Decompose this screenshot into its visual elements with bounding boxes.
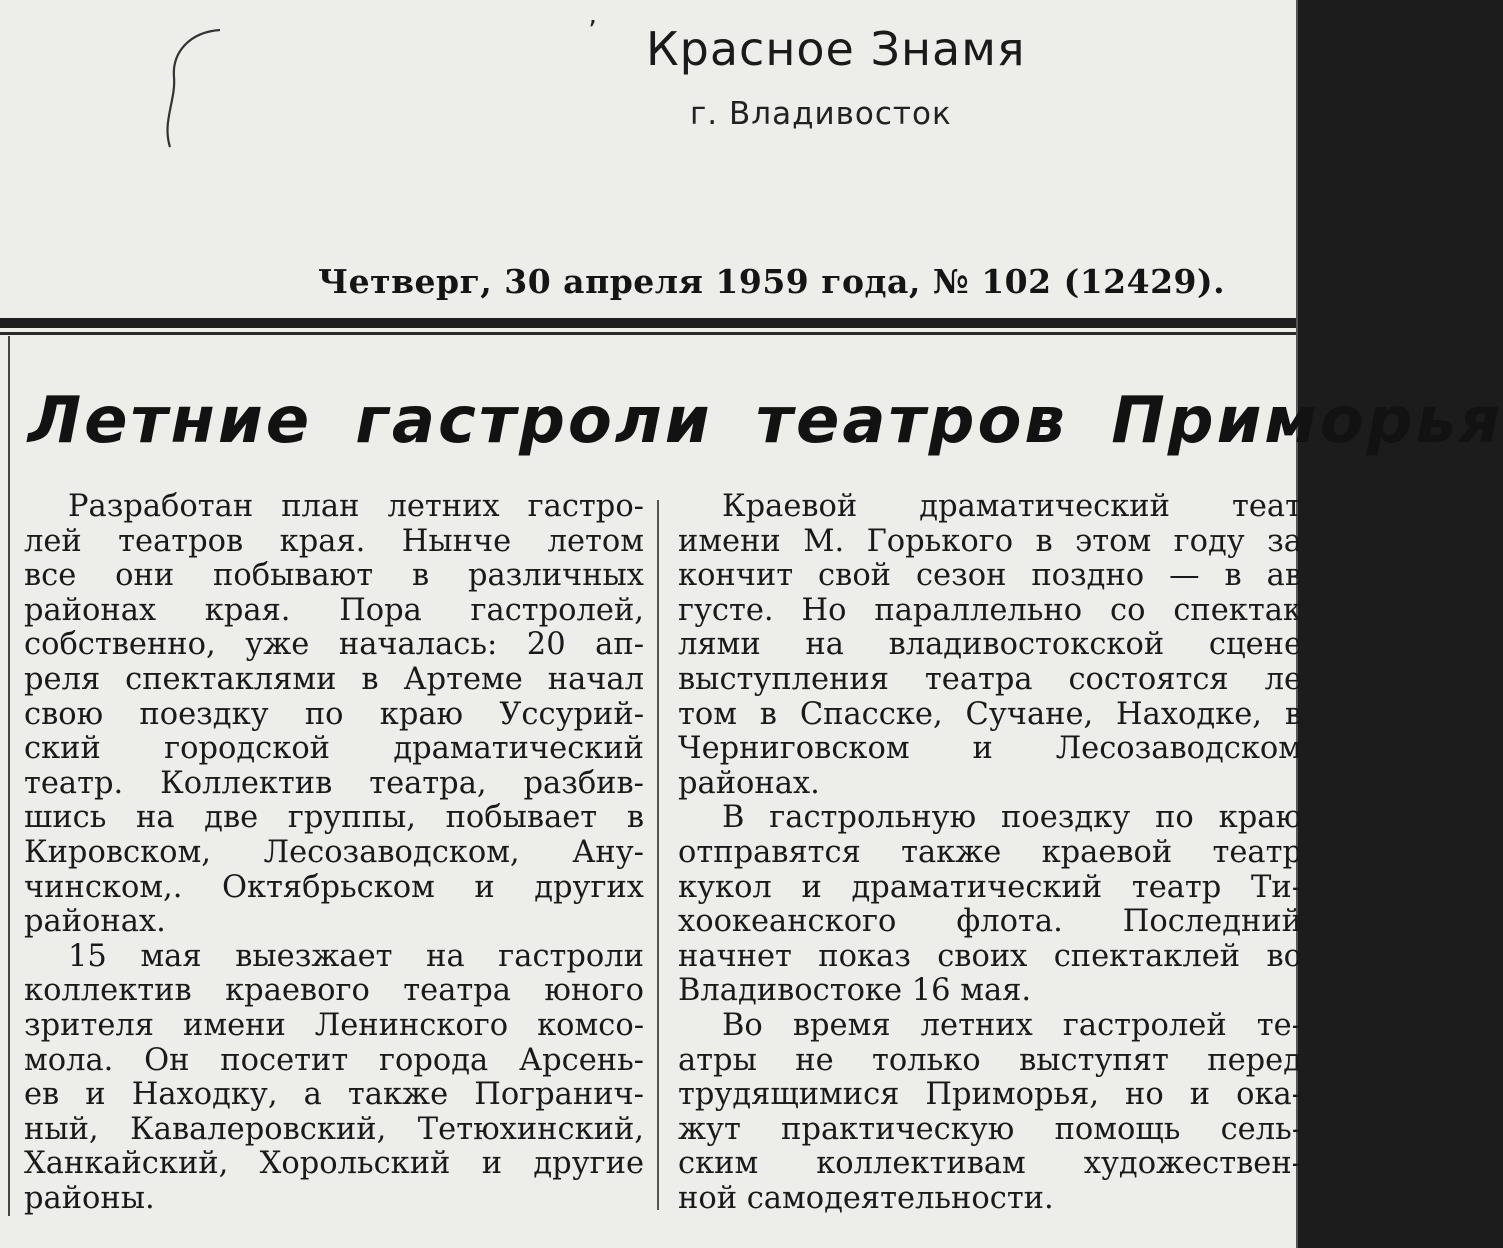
article-text-line: лей театров края. Нынче летом [24,523,644,559]
article-text-line: трудящимися Приморья, но и ока- [678,1077,1302,1113]
article-text-line: районы. [24,1180,155,1216]
article-text-line: зрителя имени Ленинского комсо- [24,1007,644,1043]
article-text-line: жут практическую помощь сель- [678,1111,1302,1147]
header-rule-thin [0,332,1296,335]
article-text-line: коллектив краевого театра юного [24,973,644,1009]
article-headline: Летние гастроли театров Приморья [28,384,1503,458]
article-text-line: чинском,. Октябрьском и других [24,869,644,905]
article-text-line: районах края. Пора гастролей, [24,592,644,628]
article-text-line: густе. Но параллельно со спектак [678,592,1302,628]
article-text-line: атры не только выступят перед [678,1042,1302,1078]
article-text-line: ским коллективам художествен- [678,1146,1302,1182]
handwritten-pen-mark [150,22,230,152]
article-text-line: В гастрольную поездку по краю [722,800,1302,836]
article-text-line: ский городской драматический [24,731,644,767]
article-text-line: районах. [678,765,820,801]
article-text-line: ной самодеятельности. [678,1180,1054,1216]
article-text-line: кукол и драматический театр Ти- [678,869,1302,905]
article-text-line: лями на владивостокской сцене [678,627,1302,663]
article-text-line: 15 мая выезжает на гастроли [68,938,644,974]
article-text-line: том в Спасске, Сучане, Находке, в [678,696,1302,732]
article-text-line: ев и Находку, а также Погранич- [24,1077,644,1113]
article-text-line: Кировском, Лесозаводском, Ану- [24,834,644,870]
left-border-rule [8,336,10,1216]
quote-mark: ’ [588,14,597,47]
article-text-line: Разработан план летних гастро- [68,489,644,524]
article-text-line: Краевой драматический теат [722,489,1302,524]
article-text-line: шись на две группы, побывает в [24,800,644,836]
article-column-right [678,490,1302,1216]
article-text-line: имени М. Горького в этом году за [678,523,1302,559]
issue-dateline: Четверг, 30 апреля 1959 года, № 102 (12429). [318,262,1226,301]
article-text-line: Ханкайский, Хорольский и другие [24,1146,644,1182]
article-text-line: Черниговском и Лесозаводском [678,731,1302,767]
article-text-line: мола. Он посетит города Арсень- [24,1042,644,1078]
newspaper-city: г. Владивосток [690,96,952,132]
article-text-line: начнет показ своих спектаклей во [678,938,1302,974]
header-rule-thick [0,318,1296,328]
article-text-line: все они побывают в различных [24,558,644,594]
article-text-line: районах. [24,904,166,940]
article-text-line: реля спектаклями в Артеме начал [24,661,644,697]
article-column-left [24,490,644,1216]
article-text-line: собственно, уже началась: 20 ап- [24,627,644,663]
column-divider [657,500,659,1210]
article-text-line: кончит свой сезон поздно — в ав [678,558,1302,594]
article-text-line: Владивостоке 16 мая. [678,973,1032,1009]
article-text-line: хоокеанского флота. Последний [678,904,1302,940]
article-text-line: ный, Кавалеровский, Тетюхинский, [24,1111,644,1147]
newspaper-header [0,0,1296,330]
article-text-line: Во время летних гастролей те- [722,1007,1302,1043]
article-text-line: театр. Коллектив театра, разбив- [24,765,644,801]
article-text-line: свою поездку по краю Уссурий- [24,696,644,732]
newspaper-title: Красное Знамя [646,22,1026,76]
article-text-line: выступления театра состоятся ле [678,661,1302,697]
article-text-line: отправятся также краевой театр [678,834,1302,870]
